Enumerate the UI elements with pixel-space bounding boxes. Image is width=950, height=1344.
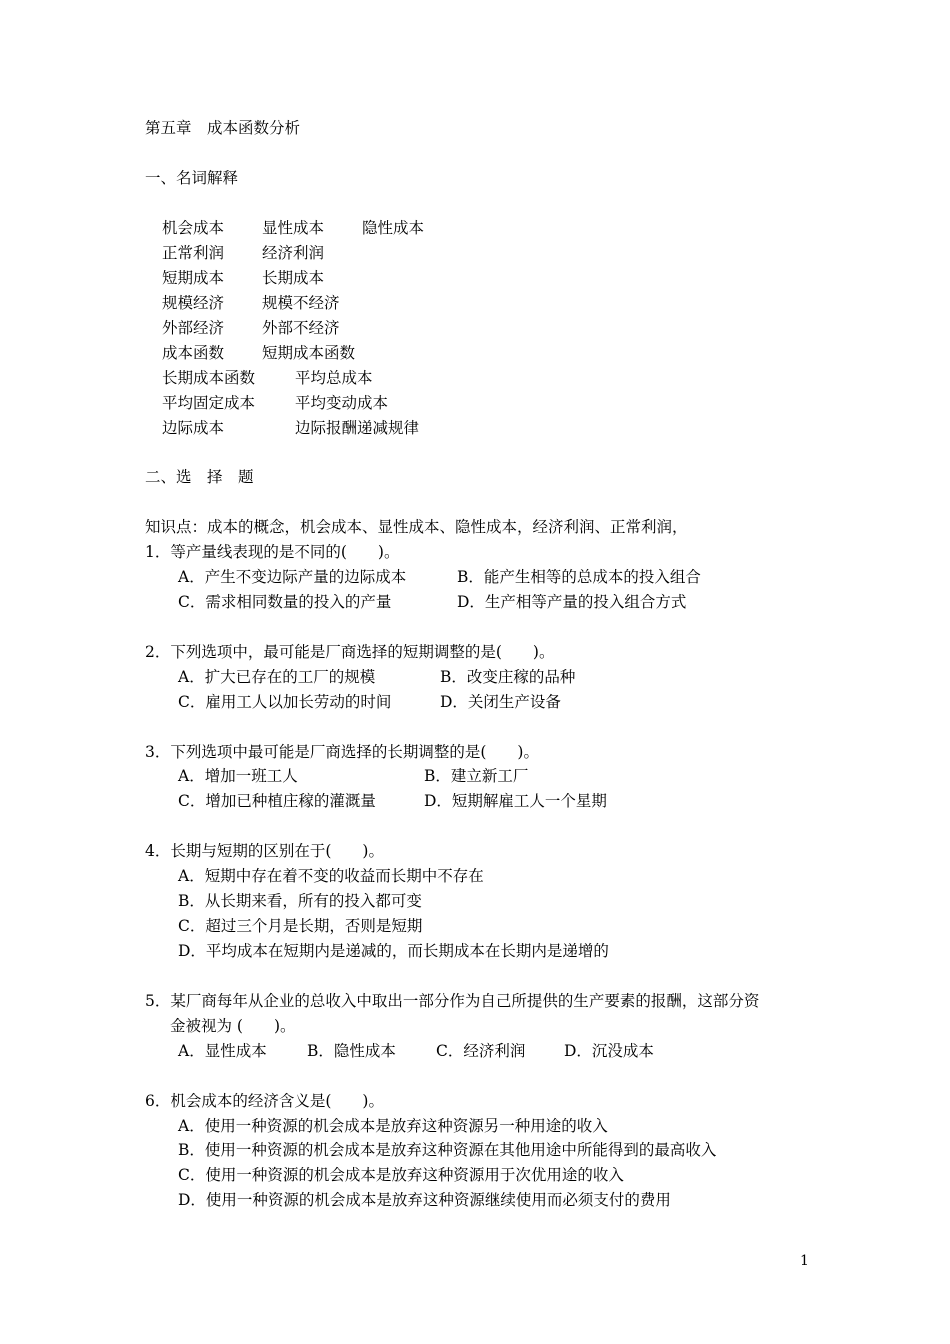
option-b: B．从长期来看，所有的投入都可变 (178, 892, 422, 910)
option-d: D．短期解雇工人一个星期 (424, 792, 607, 810)
option-b: B．建立新工厂 (424, 767, 529, 785)
section-heading-terms: 一、名词解释 (145, 169, 239, 187)
term: 长期成本 (262, 269, 325, 287)
term: 正常利润 (162, 244, 225, 262)
question-stem: 4．长期与短期的区别在于( )。 (145, 842, 384, 860)
option-a: A．使用一种资源的机会成本是放弃这种资源另一种用途的收入 (178, 1117, 608, 1135)
term: 成本函数 (162, 344, 225, 362)
option-c: C．增加已种植庄稼的灌溉量 (178, 792, 376, 810)
term: 长期成本函数 (162, 369, 256, 387)
question-stem: 5．某厂商每年从企业的总收入中取出一部分作为自己所提供的生产要素的报酬，这部分资 (145, 992, 760, 1010)
option-a: A．增加一班工人 (178, 767, 298, 785)
term: 短期成本函数 (262, 344, 356, 362)
term: 隐性成本 (362, 219, 425, 237)
option-b: B．改变庄稼的品种 (440, 668, 576, 686)
question-stem: 6．机会成本的经济含义是( )。 (145, 1092, 384, 1110)
option-c: C．使用一种资源的机会成本是放弃这种资源用于次优用途的收入 (178, 1166, 624, 1184)
knowledge-points: 知识点：成本的概念，机会成本、显性成本、隐性成本，经济利润、正常利润， (145, 518, 688, 536)
term: 规模不经济 (262, 294, 340, 312)
term: 短期成本 (162, 269, 225, 287)
term: 经济利润 (262, 244, 325, 262)
chapter-title: 第五章 成本函数分析 (145, 119, 301, 137)
term: 显性成本 (262, 219, 325, 237)
option-b: B．隐性成本 (307, 1042, 396, 1060)
term: 平均固定成本 (162, 394, 256, 412)
option-d: D．平均成本在短期内是递减的，而长期成本在长期内是递增的 (178, 942, 609, 960)
term: 平均总成本 (295, 369, 373, 387)
option-b: B．能产生相等的总成本的投入组合 (457, 568, 701, 586)
option-d: D．关闭生产设备 (440, 693, 561, 711)
option-d: D．使用一种资源的机会成本是放弃这种资源继续使用而必须支付的费用 (178, 1191, 671, 1209)
question-stem: 3．下列选项中最可能是厂商选择的长期调整的是( )。 (145, 743, 539, 761)
term: 规模经济 (162, 294, 225, 312)
option-a: A．短期中存在着不变的收益而长期中不存在 (178, 867, 484, 885)
question-stem: 2．下列选项中，最可能是厂商选择的短期调整的是( )。 (145, 643, 555, 661)
option-a: A．产生不变边际产量的边际成本 (178, 568, 407, 586)
option-c: C．需求相同数量的投入的产量 (178, 593, 392, 611)
option-c: C．超过三个月是长期，否则是短期 (178, 917, 423, 935)
section-heading-choice: 二、选 择 题 (145, 468, 254, 486)
option-c: C．经济利润 (436, 1042, 526, 1060)
option-d: D．沉没成本 (564, 1042, 654, 1060)
option-b: B．使用一种资源的机会成本是放弃这种资源在其他用途中所能得到的最高收入 (178, 1141, 717, 1159)
question-stem: 1．等产量线表现的是不同的( )。 (145, 543, 400, 561)
term: 边际报酬递减规律 (295, 419, 420, 437)
option-a: A．显性成本 (178, 1042, 267, 1060)
option-c: C．雇用工人以加长劳动的时间 (178, 693, 392, 711)
option-d: D．生产相等产量的投入组合方式 (457, 593, 687, 611)
term: 机会成本 (162, 219, 225, 237)
term: 外部经济 (162, 319, 225, 337)
term: 平均变动成本 (295, 394, 389, 412)
term: 边际成本 (162, 419, 225, 437)
option-a: A．扩大已存在的工厂的规模 (178, 668, 376, 686)
question-stem-continued: 金被视为 ( )。 (170, 1017, 296, 1035)
page-number: 1 (800, 1253, 809, 1269)
term: 外部不经济 (262, 319, 340, 337)
